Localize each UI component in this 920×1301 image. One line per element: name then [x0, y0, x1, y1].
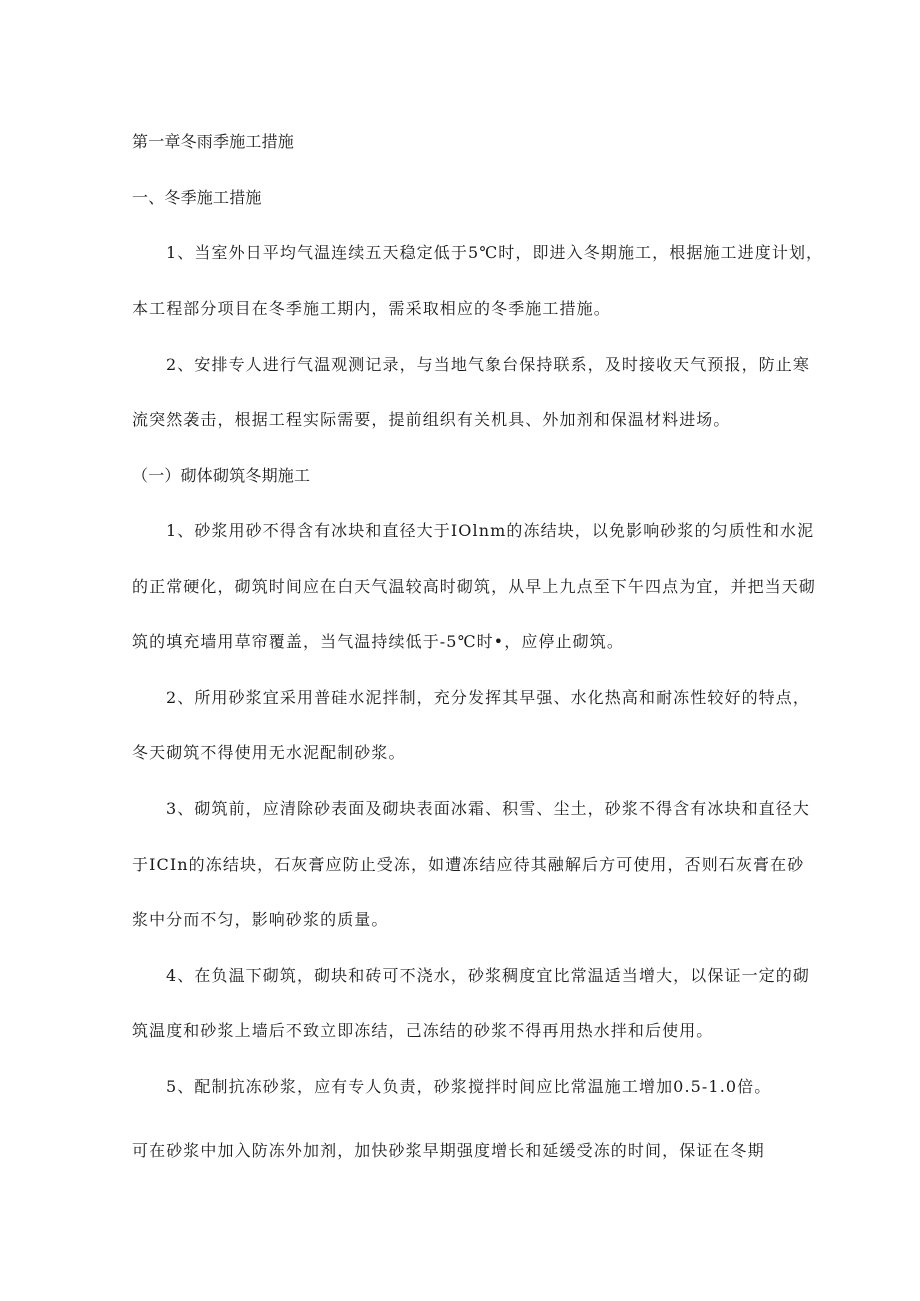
paragraph-line: 于ICIn的冻结块，石灰膏应防止受冻，如遭冻结应待其融解后方可使用，否则石灰膏在砂 [132, 855, 805, 874]
paragraph-line: 筑温度和砂浆上墙后不致立即冻结，己冻结的砂浆不得再用热水拌和后使用。 [132, 1021, 714, 1040]
paragraph-line: 流突然袭击，根据工程实际需要，提前组织有关机具、外加剂和保温材料进场。 [132, 410, 731, 429]
paragraph-line: 筑的填充墙用草帘覆盖，当气温持续低于-5℃时•，应停止砌筑。 [132, 632, 624, 651]
paragraph-line: 的正常硬化，砌筑时间应在白天气温较高时砌筑，从早上九点至下午四点为宜，并把当天砌 [132, 577, 817, 596]
paragraph-line: 可在砂浆中加入防冻外加剂，加快砂浆早期强度增长和延缓受冻的时间，保证在冬期 [132, 1141, 765, 1160]
paragraph-line: 冬天砌筑不得使用无水泥配制砂浆。 [132, 743, 406, 762]
paragraph-line: 浆中分而不匀，影响砂浆的质量。 [132, 910, 389, 929]
section-title: 一、冬季施工措施 [132, 188, 262, 207]
paragraph-line: 本工程部分项目在冬季施工期内，需采取相应的冬季施工措施。 [132, 299, 611, 318]
subsection-title: （一）砌体砌筑冬期施工 [132, 466, 311, 485]
paragraph-line: 4、在负温下砌筑，砌块和砖可不浇水，砂浆稠度宜比常温适当增大，以保证一定的砌 [166, 966, 810, 985]
paragraph-line: 5、配制抗冻砂浆，应有专人负责，砂浆搅拌时间应比常温施工增加0.5-1.0倍。 [166, 1077, 772, 1096]
chapter-title: 第一章冬雨季施工措施 [132, 132, 295, 151]
paragraph-line: 3、砌筑前，应清除砂表面及砌块表面冰霜、积雪、尘土，砂浆不得含有冰块和直径大 [166, 799, 810, 818]
paragraph-line: 1、砂浆用砂不得含有冰块和直径大于IOlnm的冻结块，以免影响砂浆的匀质性和水泥 [166, 521, 815, 540]
paragraph-line: 2、安排专人进行气温观测记录，与当地气象台保持联系，及时接收天气预报，防止寒 [166, 355, 810, 374]
paragraph-line: 1、当室外日平均气温连续五天稳定低于5℃时，即进入冬期施工，根据施工进度计划， [166, 243, 824, 262]
paragraph-line: 2、所用砂浆宜采用普硅水泥拌制，充分发挥其早强、水化热高和耐冻性较好的特点， [166, 688, 810, 707]
